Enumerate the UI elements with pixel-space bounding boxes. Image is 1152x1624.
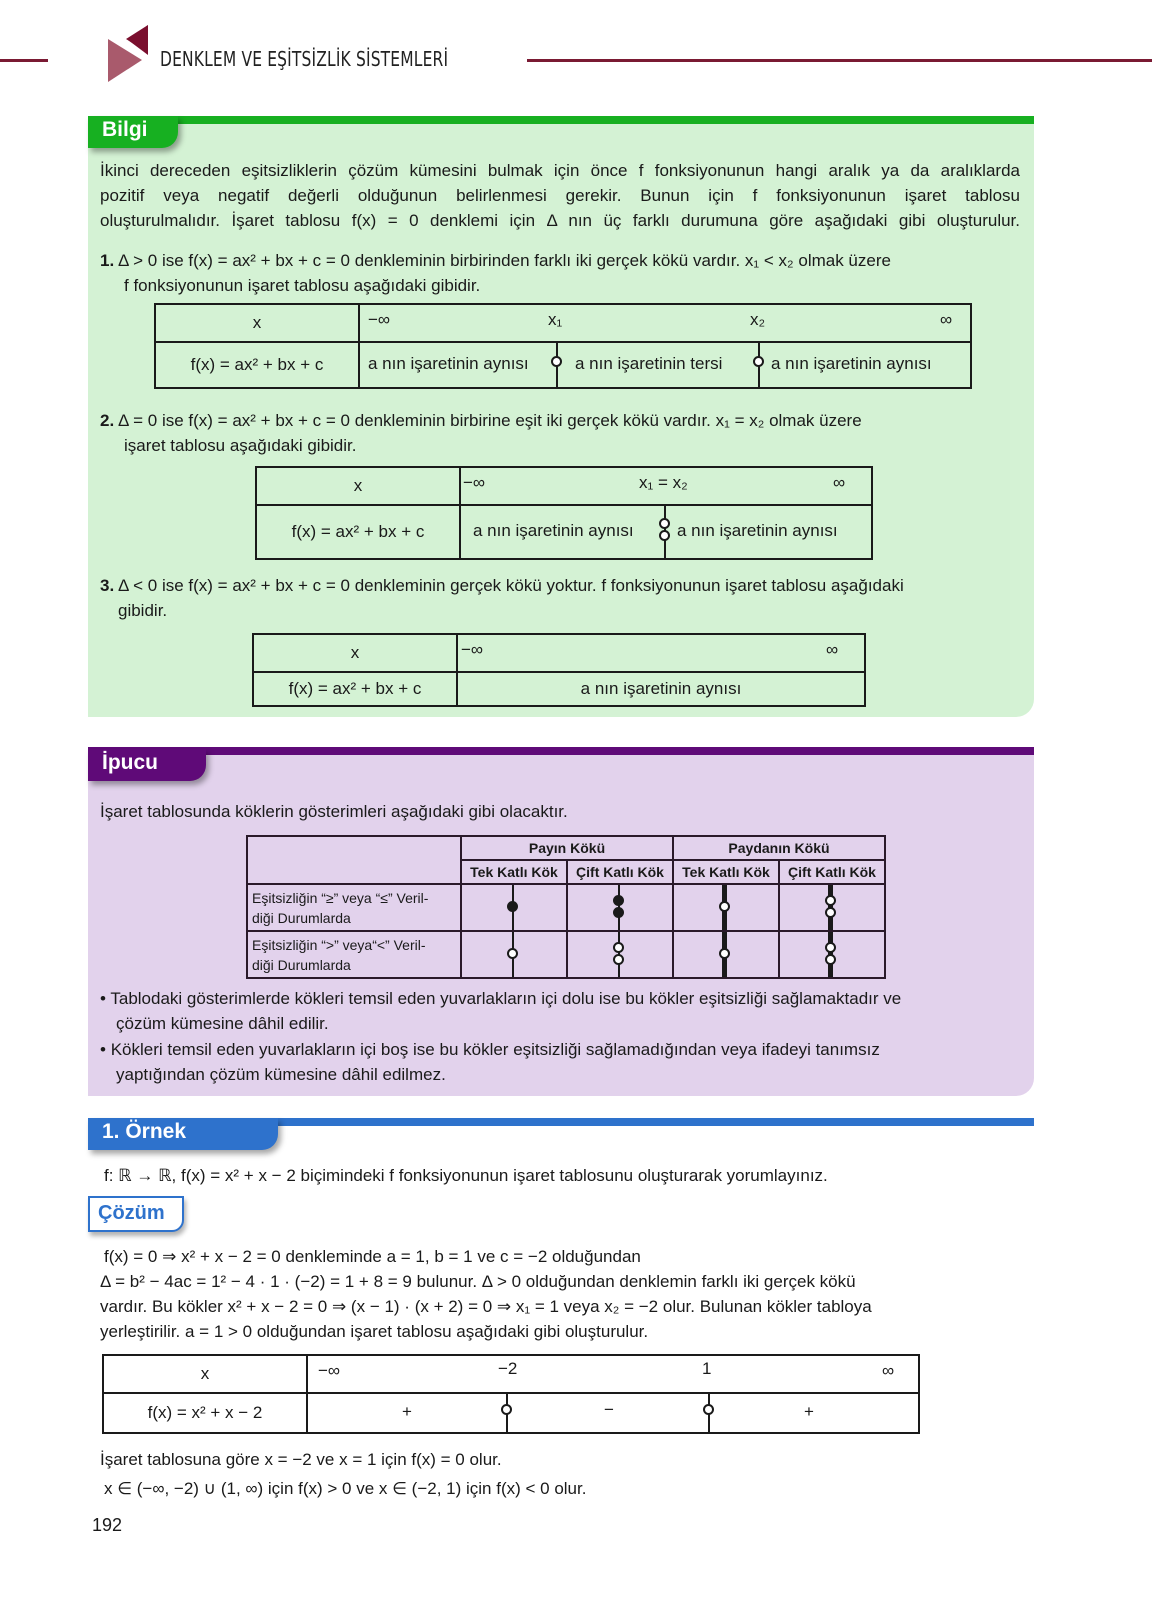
open-root-circle [719,901,730,912]
x-mark: ∞ [833,473,846,492]
open-root-circle [551,356,562,367]
sign-text: + [804,1402,814,1421]
x-marks [307,1355,919,1393]
open-root-circle [703,1404,714,1415]
bullet-item [100,1037,880,1062]
open-root-circle [753,356,764,367]
x-mark: −∞ [463,473,486,492]
mark-cell [673,931,779,978]
row-label-line: Eşitsizliğin “≥” veya “≤” Veril- [252,889,429,906]
filled-root-circle [613,907,624,918]
open-root-circle [825,942,836,953]
sub-header: Çift Katlı Kök [779,860,885,884]
open-root-circle [507,948,518,959]
case-number: 1. [100,251,115,270]
open-root-circle [501,1404,512,1415]
case-1-text [100,248,1020,273]
ipucu-intro: İşaret tablosunda köklerin gösterimleri aşağıdaki gibi olacaktır. [100,802,568,821]
case-line: Δ > 0 ise f(x) = ax² + bx + c = 0 denkleminin birbirinden farklı iki gerçek kökü vardır. x₁ < x₂ olmak üzere [117,251,891,270]
x-label: x [103,1355,307,1393]
bullet-item [100,986,901,1011]
example-sign-table [102,1354,920,1434]
bilgi-intro-line: oluşturulmalıdır. İşaret tablosu f(x) = 0 denklemi için Δ nın üç farklı durumuna göre aşağıdaki gibi oluşturulur. [100,211,1020,230]
x-mark: 1 [702,1359,712,1378]
single-open-root-mark [674,885,778,930]
solution-line: Δ = b² − 4ac = 1² − 4 · 1 · (−2) = 1 + 8 = 9 bulunur. Δ > 0 olduğundan denklemin farklı iki gerçek kökü [100,1272,856,1291]
sign-row [307,1393,919,1433]
sign-table-case-2 [255,466,873,560]
open-root-circle [659,530,670,541]
f-label: f(x) = x² + x − 2 [103,1393,307,1433]
sign-text: a nın işaretinin aynısı [677,521,838,540]
x-mark: −∞ [461,640,484,659]
bilgi-intro-line: İkinci dereceden eşitsizliklerin çözüm kümesini bulmak için önce f fonksiyonunun hangi aralık ya da aralıklarda [100,161,1020,180]
cozum-tag: Çözüm [88,1196,184,1232]
case-number: 2. [100,411,115,430]
mark-cell [567,884,673,931]
single-open-root-mark [462,932,566,977]
x-mark: −∞ [318,1361,341,1380]
case-line: Δ = 0 ise f(x) = ax² + bx + c = 0 denkleminin birbirine eşit iki gerçek kökü vardır. x₁ = x₂ olmak üzere [117,411,862,430]
double-filled-root-mark [568,885,672,930]
bullet-text: Kökleri temsil eden yuvarlakların içi boş ise bu kökler eşitsizliği sağlamadığından veya ifadeyi tanımsız [110,1040,880,1059]
x-mark: ∞ [940,310,953,329]
sub-header: Tek Katlı Kök [673,860,779,884]
x-marks [359,304,971,342]
sign-text: a nın işaretinin tersi [575,354,723,373]
open-root-circle [825,954,836,965]
conclusion-line: x ∈ (−∞, −2) ∪ (1, ∞) için f(x) > 0 ve x ∈ (−2, 1) için f(x) < 0 olur. [104,1479,587,1498]
ipucu-tag: İpucu [88,749,206,781]
root-notation-table [246,835,886,979]
mark-cell [673,884,779,931]
sign-text: a nın işaretinin aynısı [771,354,932,373]
row-label-line: diği Durumlarda [252,909,351,926]
bilgi-intro-line: pozitif veya negatif değerli olduğunun belirlenmesi gerekir. Bunun için f fonksiyonunun işaret tablosu [100,186,1020,205]
bullet-icon: • [100,1040,106,1059]
bullet-text: çözüm kümesine dâhil edilir. [116,1014,329,1033]
x-mark: x₁ [548,310,563,329]
filled-root-circle [507,901,518,912]
mark-cell [461,884,567,931]
case-number: 3. [100,576,115,595]
solution-line: f(x) = 0 ⇒ x² + x − 2 = 0 denkleminde a = 1, b = 1 ve c = −2 olduğundan [104,1247,641,1266]
sign-table-case-1 [154,303,972,389]
x-marks [460,467,872,505]
sign-table-case-3 [252,633,866,707]
case-line: f fonksiyonunun işaret tablosu aşağıdaki gibidir. [124,276,481,295]
single-filled-root-mark [462,885,566,930]
group-header: Payın Kökü [461,836,673,860]
double-open-root-mark [568,932,672,977]
header-rule-left [0,59,48,62]
bullet-text: Tablodaki gösterimlerde kökleri temsil eden yuvarlakların içi dolu ise bu kökler eşitsizliği sağlamaktadır ve [110,989,902,1008]
header-rule-right [527,59,1152,62]
case-2-text [100,408,1020,433]
f-label: f(x) = ax² + bx + c [253,672,457,706]
x-label: x [155,304,359,342]
sub-header: Çift Katlı Kök [567,860,673,884]
x-mark: −∞ [368,310,391,329]
single-open-root-mark [674,932,778,977]
chapter-title: DENKLEM VE EŞİTSİZLİK SİSTEMLERİ [160,47,449,71]
row-label [247,931,461,978]
x-mark: x₂ [750,310,766,329]
x-mark: ∞ [882,1361,895,1380]
conclusion-line: İşaret tablosuna göre x = −2 ve x = 1 için f(x) = 0 olur. [100,1450,502,1469]
ipucu-bar [88,747,1034,755]
open-root-circle [825,895,836,906]
case-line: Δ < 0 ise f(x) = ax² + bx + c = 0 denkleminin gerçek kökü yoktur. f fonksiyonunun işaret tablosu aşağıdaki [117,576,904,595]
double-open-root-mark [780,932,884,977]
open-root-circle [719,948,730,959]
row-label-line: Eşitsizliğin “>” veya“<” Veril- [252,936,426,953]
sign-row [359,342,971,388]
sign-text: − [604,1400,614,1419]
x-label: x [256,467,460,505]
row-label [247,884,461,931]
open-root-circle [613,942,624,953]
filled-root-circle [613,895,624,906]
mark-cell [779,931,885,978]
case-line: işaret tablosu aşağıdaki gibidir. [124,436,357,455]
open-root-circle [613,954,624,965]
sign-text: + [402,1402,412,1421]
case-3-text [100,573,1020,598]
mark-cell [779,884,885,931]
chapter-arrow-icon [108,25,154,82]
sign-row [460,505,872,559]
case-line: gibidir. [118,601,168,620]
bilgi-tag: Bilgi [88,116,178,148]
ornek-tag: 1. Örnek [88,1118,278,1150]
double-open-root-mark [780,885,884,930]
corner-cell [247,836,461,884]
solution-line: vardır. Bu kökler x² + x − 2 = 0 ⇒ (x − 1) · (x + 2) = 0 ⇒ x₁ = 1 veya x₂ = −2 olur. Bulunan kökler tabloya [100,1297,872,1316]
open-root-circle [825,907,836,918]
x-mark: −2 [498,1359,518,1378]
open-root-circle [659,518,670,529]
x-label: x [253,634,457,672]
group-header: Paydanın Kökü [673,836,885,860]
sign-text: a nın işaretinin aynısı [473,521,634,540]
solution-line: yerleştirilir. a = 1 > 0 olduğundan işaret tablosu aşağıdaki gibi oluşturulur. [100,1322,649,1341]
page-number: 192 [92,1515,123,1535]
mark-cell [567,931,673,978]
x-mark: ∞ [826,640,839,659]
bilgi-bar [88,116,1034,124]
f-label: f(x) = ax² + bx + c [155,342,359,388]
x-marks [457,634,865,672]
mark-cell [461,931,567,978]
sign-text: a nın işaretinin aynısı [368,354,529,373]
row-label-line: diği Durumlarda [252,956,351,973]
f-label: f(x) = ax² + bx + c [256,505,460,559]
bullet-text: yaptığından çözüm kümesine dâhil edilmez. [116,1065,446,1084]
sub-header: Tek Katlı Kök [461,860,567,884]
x-mark: x₁ = x₂ [639,473,688,492]
bullet-icon: • [100,989,106,1008]
ornek-question: f: ℝ → ℝ, f(x) = x² + x − 2 biçimindeki f fonksiyonunun işaret tablosunu oluşturarak yorumlayınız. [104,1166,828,1185]
sign-text: a nın işaretinin aynısı [457,672,865,706]
